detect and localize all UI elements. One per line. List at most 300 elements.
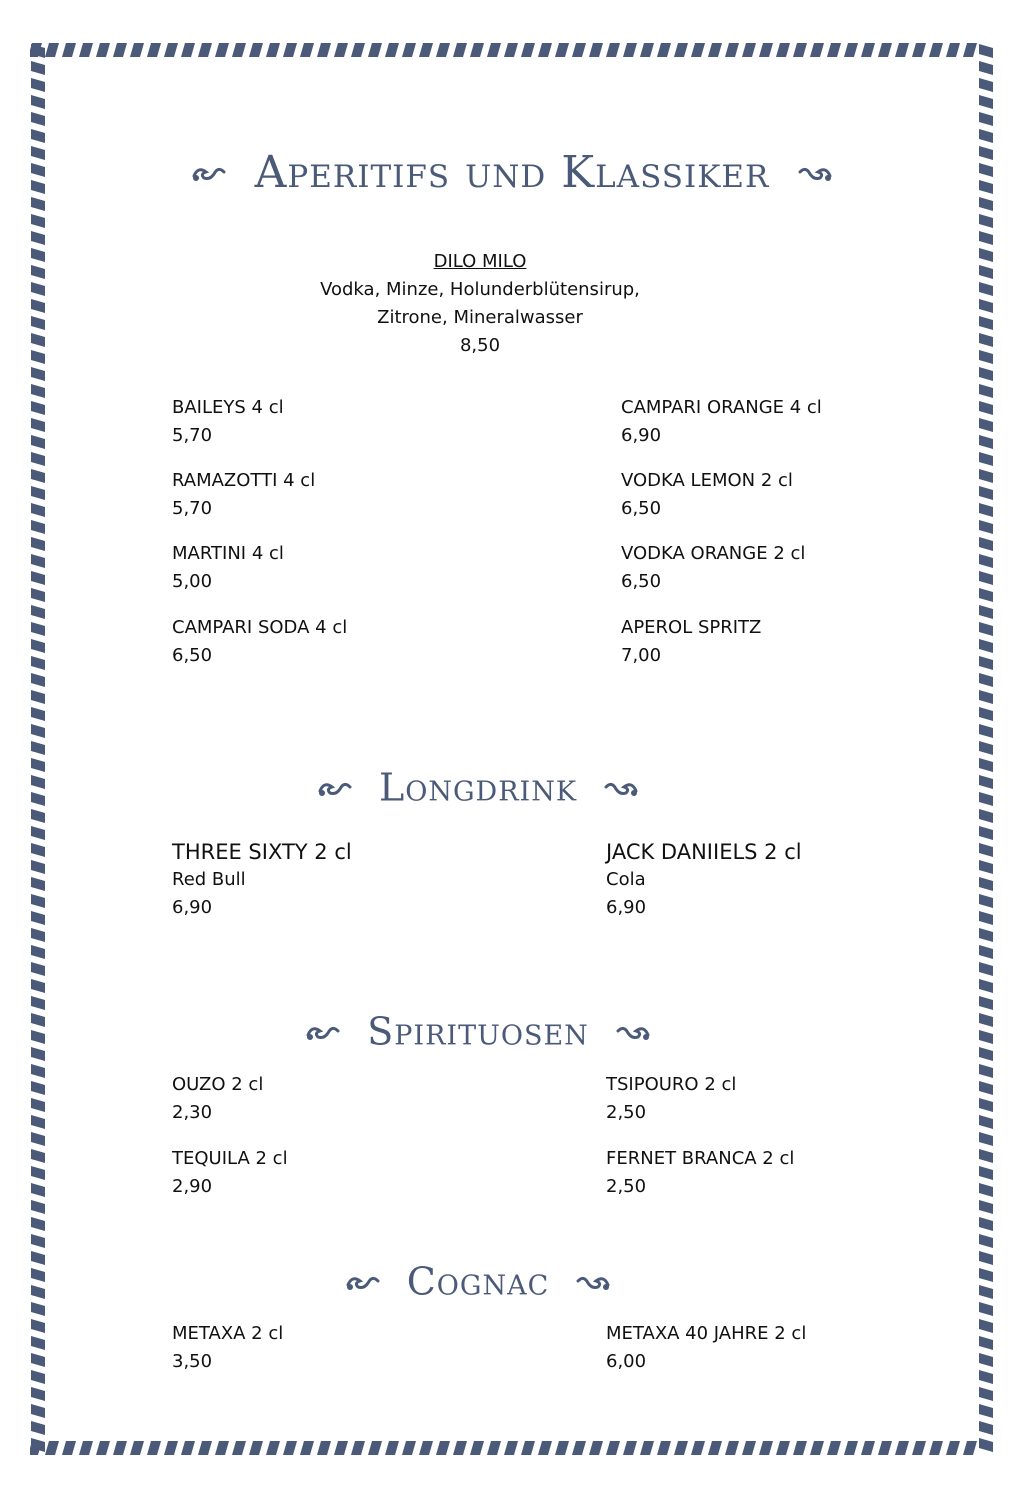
border-block (979, 1132, 993, 1146)
menu-item (621, 614, 761, 670)
item-price: 2,30 (172, 1102, 213, 1123)
border-block (31, 1132, 45, 1146)
item-name: TEQUILA 2 cl (172, 1148, 288, 1169)
border-block (979, 1319, 993, 1333)
border-block (198, 1441, 212, 1455)
border-block (31, 1183, 45, 1197)
border-block (979, 673, 993, 687)
border-block (691, 1441, 705, 1455)
border-block (979, 248, 993, 262)
item-name: FERNET BRANCA 2 cl (606, 1148, 795, 1169)
border-block (181, 1441, 195, 1455)
border-block (419, 1441, 433, 1455)
border-block (979, 61, 993, 75)
spirituosen-heading (0, 1006, 990, 1054)
border-block (334, 43, 348, 57)
border-block (589, 1441, 603, 1455)
border-block (31, 1149, 45, 1163)
border-block (895, 1441, 909, 1455)
border-block (725, 1441, 739, 1455)
border-block (793, 1441, 807, 1455)
border-block (912, 43, 926, 57)
border-block (368, 43, 382, 57)
border-block (640, 1441, 654, 1455)
menu-item (621, 540, 805, 596)
item-price: 6,50 (621, 571, 662, 592)
border-block (979, 1149, 993, 1163)
border-block (979, 1421, 993, 1435)
item-name: RAMAZOTTI 4 cl (172, 470, 316, 491)
menu-item (606, 1145, 794, 1201)
item-name: METAXA 2 cl (172, 1323, 284, 1344)
border-block (45, 43, 59, 57)
border-block (436, 43, 450, 57)
border-block (96, 1441, 110, 1455)
border-block (979, 1353, 993, 1367)
border-block (572, 43, 586, 57)
border-block (979, 418, 993, 432)
border-block (929, 43, 943, 57)
border-block (759, 1441, 773, 1455)
border-block (62, 43, 76, 57)
border-block (31, 1098, 45, 1112)
border-block (963, 1441, 977, 1455)
featured-cocktail-name: DILO MILO (433, 251, 527, 272)
border-block (979, 1081, 993, 1095)
item-name: BAILEYS 4 cl (172, 397, 284, 418)
featured-cocktail-desc-1: Vodka, Minze, Holunderblütensirup, (320, 279, 640, 300)
border-block (979, 877, 993, 891)
border-block (979, 1438, 993, 1452)
item-price: 5,70 (172, 498, 213, 519)
item-price: 6,50 (172, 645, 213, 666)
border-block (979, 333, 993, 347)
border-block (742, 43, 756, 57)
border-block (402, 1441, 416, 1455)
border-block (266, 43, 280, 57)
border-block (979, 469, 993, 483)
border-block (810, 43, 824, 57)
border-block (979, 197, 993, 211)
border-block (878, 43, 892, 57)
border-block (979, 231, 993, 245)
border-block (31, 656, 45, 670)
border-block (979, 537, 993, 551)
border-block (31, 877, 45, 891)
border-block (979, 1064, 993, 1078)
border-block (79, 1441, 93, 1455)
border-right-pattern (978, 42, 994, 1456)
border-block (606, 1441, 620, 1455)
border-block (979, 826, 993, 840)
border-block (31, 809, 45, 823)
border-block (979, 979, 993, 993)
border-block (793, 43, 807, 57)
border-block (31, 1234, 45, 1248)
menu-item (172, 540, 284, 596)
border-block (31, 911, 45, 925)
border-block (979, 656, 993, 670)
border-block (31, 1115, 45, 1129)
border-block (31, 129, 45, 143)
item-name: CAMPARI SODA 4 cl (172, 617, 348, 638)
border-block (31, 554, 45, 568)
border-block (979, 1098, 993, 1112)
border-block (31, 520, 45, 534)
border-block (453, 1441, 467, 1455)
item-price: 6,00 (606, 1351, 647, 1372)
border-block (164, 43, 178, 57)
border-block (946, 43, 960, 57)
border-block (979, 962, 993, 976)
border-block (31, 1421, 45, 1435)
item-name: JACK DANIIELS 2 cl (606, 840, 802, 864)
menu-item (172, 614, 347, 670)
longdrink-title: Longdrink (378, 765, 577, 810)
border-block (31, 435, 45, 449)
border-block (31, 1404, 45, 1418)
border-block (979, 503, 993, 517)
cognac-title: Cognac (406, 1259, 550, 1304)
border-block (31, 588, 45, 602)
menu-item (606, 838, 802, 922)
border-block (31, 860, 45, 874)
border-block (385, 43, 399, 57)
menu-item (606, 1320, 806, 1376)
border-block (31, 1370, 45, 1384)
border-block (249, 43, 263, 57)
border-block (979, 401, 993, 415)
border-block (31, 95, 45, 109)
border-block (215, 1441, 229, 1455)
aperitifs-title: Aperitifs und Klassiker (254, 147, 770, 198)
border-block (979, 1387, 993, 1401)
border-block (351, 43, 365, 57)
border-block (31, 452, 45, 466)
border-block (31, 724, 45, 738)
border-block (45, 1441, 59, 1455)
border-block (979, 367, 993, 381)
border-block (827, 43, 841, 57)
border-block (979, 1115, 993, 1129)
border-block (810, 1441, 824, 1455)
border-block (31, 639, 45, 653)
border-block (623, 43, 637, 57)
border-block (317, 43, 331, 57)
border-block (453, 43, 467, 57)
border-block (979, 639, 993, 653)
ornament-right-icon (604, 777, 640, 799)
border-block (31, 690, 45, 704)
border-block (31, 401, 45, 415)
border-block (979, 707, 993, 721)
border-block (31, 61, 45, 75)
border-block (979, 1302, 993, 1316)
border-block (929, 1441, 943, 1455)
border-block (31, 367, 45, 381)
border-block (979, 928, 993, 942)
border-block (504, 1441, 518, 1455)
border-block (521, 43, 535, 57)
border-block (878, 1441, 892, 1455)
border-block (31, 197, 45, 211)
border-block (283, 43, 297, 57)
border-block (844, 1441, 858, 1455)
border-block (113, 43, 127, 57)
border-block (708, 1441, 722, 1455)
border-block (130, 1441, 144, 1455)
border-block (351, 1441, 365, 1455)
border-block (79, 43, 93, 57)
border-block (979, 486, 993, 500)
border-block (759, 43, 773, 57)
border-block (979, 316, 993, 330)
item-name: THREE SIXTY 2 cl (172, 840, 352, 864)
border-block (861, 43, 875, 57)
border-block (266, 1441, 280, 1455)
item-mixer: Red Bull (172, 869, 246, 890)
border-block (979, 1217, 993, 1231)
featured-cocktail-price: 8,50 (459, 335, 501, 356)
border-block (979, 911, 993, 925)
border-block (912, 1441, 926, 1455)
border-block (31, 1302, 45, 1316)
item-name: OUZO 2 cl (172, 1074, 264, 1095)
menu-item (621, 394, 822, 450)
border-block (31, 469, 45, 483)
border-block (979, 1336, 993, 1350)
item-price: 7,00 (621, 645, 662, 666)
border-block (979, 690, 993, 704)
border-block (674, 1441, 688, 1455)
border-block (979, 520, 993, 534)
border-block (487, 1441, 501, 1455)
item-price: 6,50 (621, 498, 662, 519)
item-name: TSIPOURO 2 cl (606, 1074, 737, 1095)
border-block (979, 384, 993, 398)
border-block (979, 112, 993, 126)
border-block (31, 1166, 45, 1180)
border-block (31, 741, 45, 755)
border-block (844, 43, 858, 57)
border-block (317, 1441, 331, 1455)
border-block (31, 418, 45, 432)
border-block (31, 673, 45, 687)
border-block (979, 1234, 993, 1248)
border-block (589, 43, 603, 57)
border-block (300, 43, 314, 57)
border-block (164, 1441, 178, 1455)
border-block (555, 1441, 569, 1455)
menu-item (621, 467, 793, 523)
item-price: 5,70 (172, 425, 213, 446)
border-block (861, 1441, 875, 1455)
border-block (979, 860, 993, 874)
border-block (31, 605, 45, 619)
border-block (674, 43, 688, 57)
border-block (419, 43, 433, 57)
ornament-right-icon (798, 162, 834, 184)
border-block (31, 1217, 45, 1231)
border-block (979, 1404, 993, 1418)
item-name: VODKA ORANGE 2 cl (621, 543, 806, 564)
border-block (979, 78, 993, 92)
border-block (725, 43, 739, 57)
border-block (31, 622, 45, 636)
border-block (979, 1200, 993, 1214)
border-block (979, 945, 993, 959)
border-block (487, 43, 501, 57)
border-block (657, 43, 671, 57)
border-block (31, 962, 45, 976)
border-block (198, 43, 212, 57)
border-block (776, 1441, 790, 1455)
border-block (31, 486, 45, 500)
border-block (979, 95, 993, 109)
border-block (31, 707, 45, 721)
border-block (963, 43, 977, 57)
border-block (691, 43, 705, 57)
border-block (31, 1081, 45, 1095)
border-block (385, 1441, 399, 1455)
ornament-left-icon (344, 1271, 380, 1293)
border-block (640, 43, 654, 57)
item-price: 6,90 (172, 897, 213, 918)
border-block (283, 1441, 297, 1455)
border-block (31, 231, 45, 245)
border-block (979, 809, 993, 823)
aperitifs-heading (0, 144, 1024, 198)
menu-item (172, 467, 315, 523)
border-block (130, 43, 144, 57)
border-block (979, 843, 993, 857)
border-block (31, 1387, 45, 1401)
border-block (147, 43, 161, 57)
border-block (436, 1441, 450, 1455)
border-block (147, 1441, 161, 1455)
item-price: 2,90 (172, 1176, 213, 1197)
border-block (31, 843, 45, 857)
border-block (113, 1441, 127, 1455)
border-block (555, 43, 569, 57)
border-block (979, 214, 993, 228)
border-block (31, 945, 45, 959)
item-mixer: Cola (606, 869, 646, 890)
border-block (979, 1183, 993, 1197)
border-block (979, 1166, 993, 1180)
border-block (249, 1441, 263, 1455)
border-block (979, 265, 993, 279)
menu-item (172, 1145, 288, 1201)
border-block (538, 43, 552, 57)
border-block (334, 1441, 348, 1455)
border-block (402, 43, 416, 57)
border-block (368, 1441, 382, 1455)
menu-item (606, 1071, 736, 1127)
menu-item (172, 838, 352, 922)
border-block (31, 1336, 45, 1350)
border-block (31, 44, 45, 58)
item-name: CAMPARI ORANGE 4 cl (621, 397, 822, 418)
ornament-left-icon (190, 162, 226, 184)
border-block (470, 1441, 484, 1455)
border-block (946, 1441, 960, 1455)
border-block (606, 43, 620, 57)
border-block (31, 1438, 45, 1452)
border-block (979, 1370, 993, 1384)
border-block (31, 928, 45, 942)
border-block (572, 1441, 586, 1455)
border-block (979, 452, 993, 466)
spirituosen-title: Spirituosen (367, 1009, 589, 1054)
border-block (979, 724, 993, 738)
border-block (31, 1200, 45, 1214)
border-block (300, 1441, 314, 1455)
border-block (742, 1441, 756, 1455)
border-block (979, 435, 993, 449)
border-block (657, 1441, 671, 1455)
featured-cocktail-desc-2: Zitrone, Mineralwasser (377, 307, 583, 328)
item-price: 6,90 (606, 897, 647, 918)
item-name: VODKA LEMON 2 cl (621, 470, 793, 491)
border-block (979, 588, 993, 602)
item-price: 3,50 (172, 1351, 213, 1372)
border-block (979, 894, 993, 908)
border-block (31, 1064, 45, 1078)
border-block (979, 741, 993, 755)
border-block (181, 43, 195, 57)
border-block (31, 214, 45, 228)
border-block (31, 826, 45, 840)
border-block (979, 605, 993, 619)
ornament-left-icon (304, 1021, 340, 1043)
ornament-left-icon (316, 777, 352, 799)
border-block (31, 1319, 45, 1333)
border-block (62, 1441, 76, 1455)
border-block (979, 554, 993, 568)
border-block (979, 299, 993, 313)
border-block (623, 1441, 637, 1455)
item-name: MARTINI 4 cl (172, 543, 284, 564)
border-block (31, 112, 45, 126)
border-block (31, 979, 45, 993)
border-block (979, 622, 993, 636)
border-block (232, 43, 246, 57)
longdrink-heading (0, 762, 990, 810)
border-block (31, 503, 45, 517)
item-price: 2,50 (606, 1102, 647, 1123)
border-block (504, 43, 518, 57)
menu-item (172, 1320, 283, 1376)
border-block (979, 44, 993, 58)
border-bottom-pattern (30, 1440, 994, 1456)
ornament-right-icon (576, 1271, 612, 1293)
border-block (31, 1353, 45, 1367)
border-top-pattern (30, 42, 994, 58)
featured-cocktail (0, 248, 960, 360)
border-block (31, 384, 45, 398)
border-block (979, 129, 993, 143)
border-block (827, 1441, 841, 1455)
border-block (215, 43, 229, 57)
item-price: 2,50 (606, 1176, 647, 1197)
border-block (895, 43, 909, 57)
border-block (31, 78, 45, 92)
menu-item (172, 394, 284, 450)
border-block (232, 1441, 246, 1455)
cognac-heading (0, 1256, 990, 1304)
border-block (31, 537, 45, 551)
